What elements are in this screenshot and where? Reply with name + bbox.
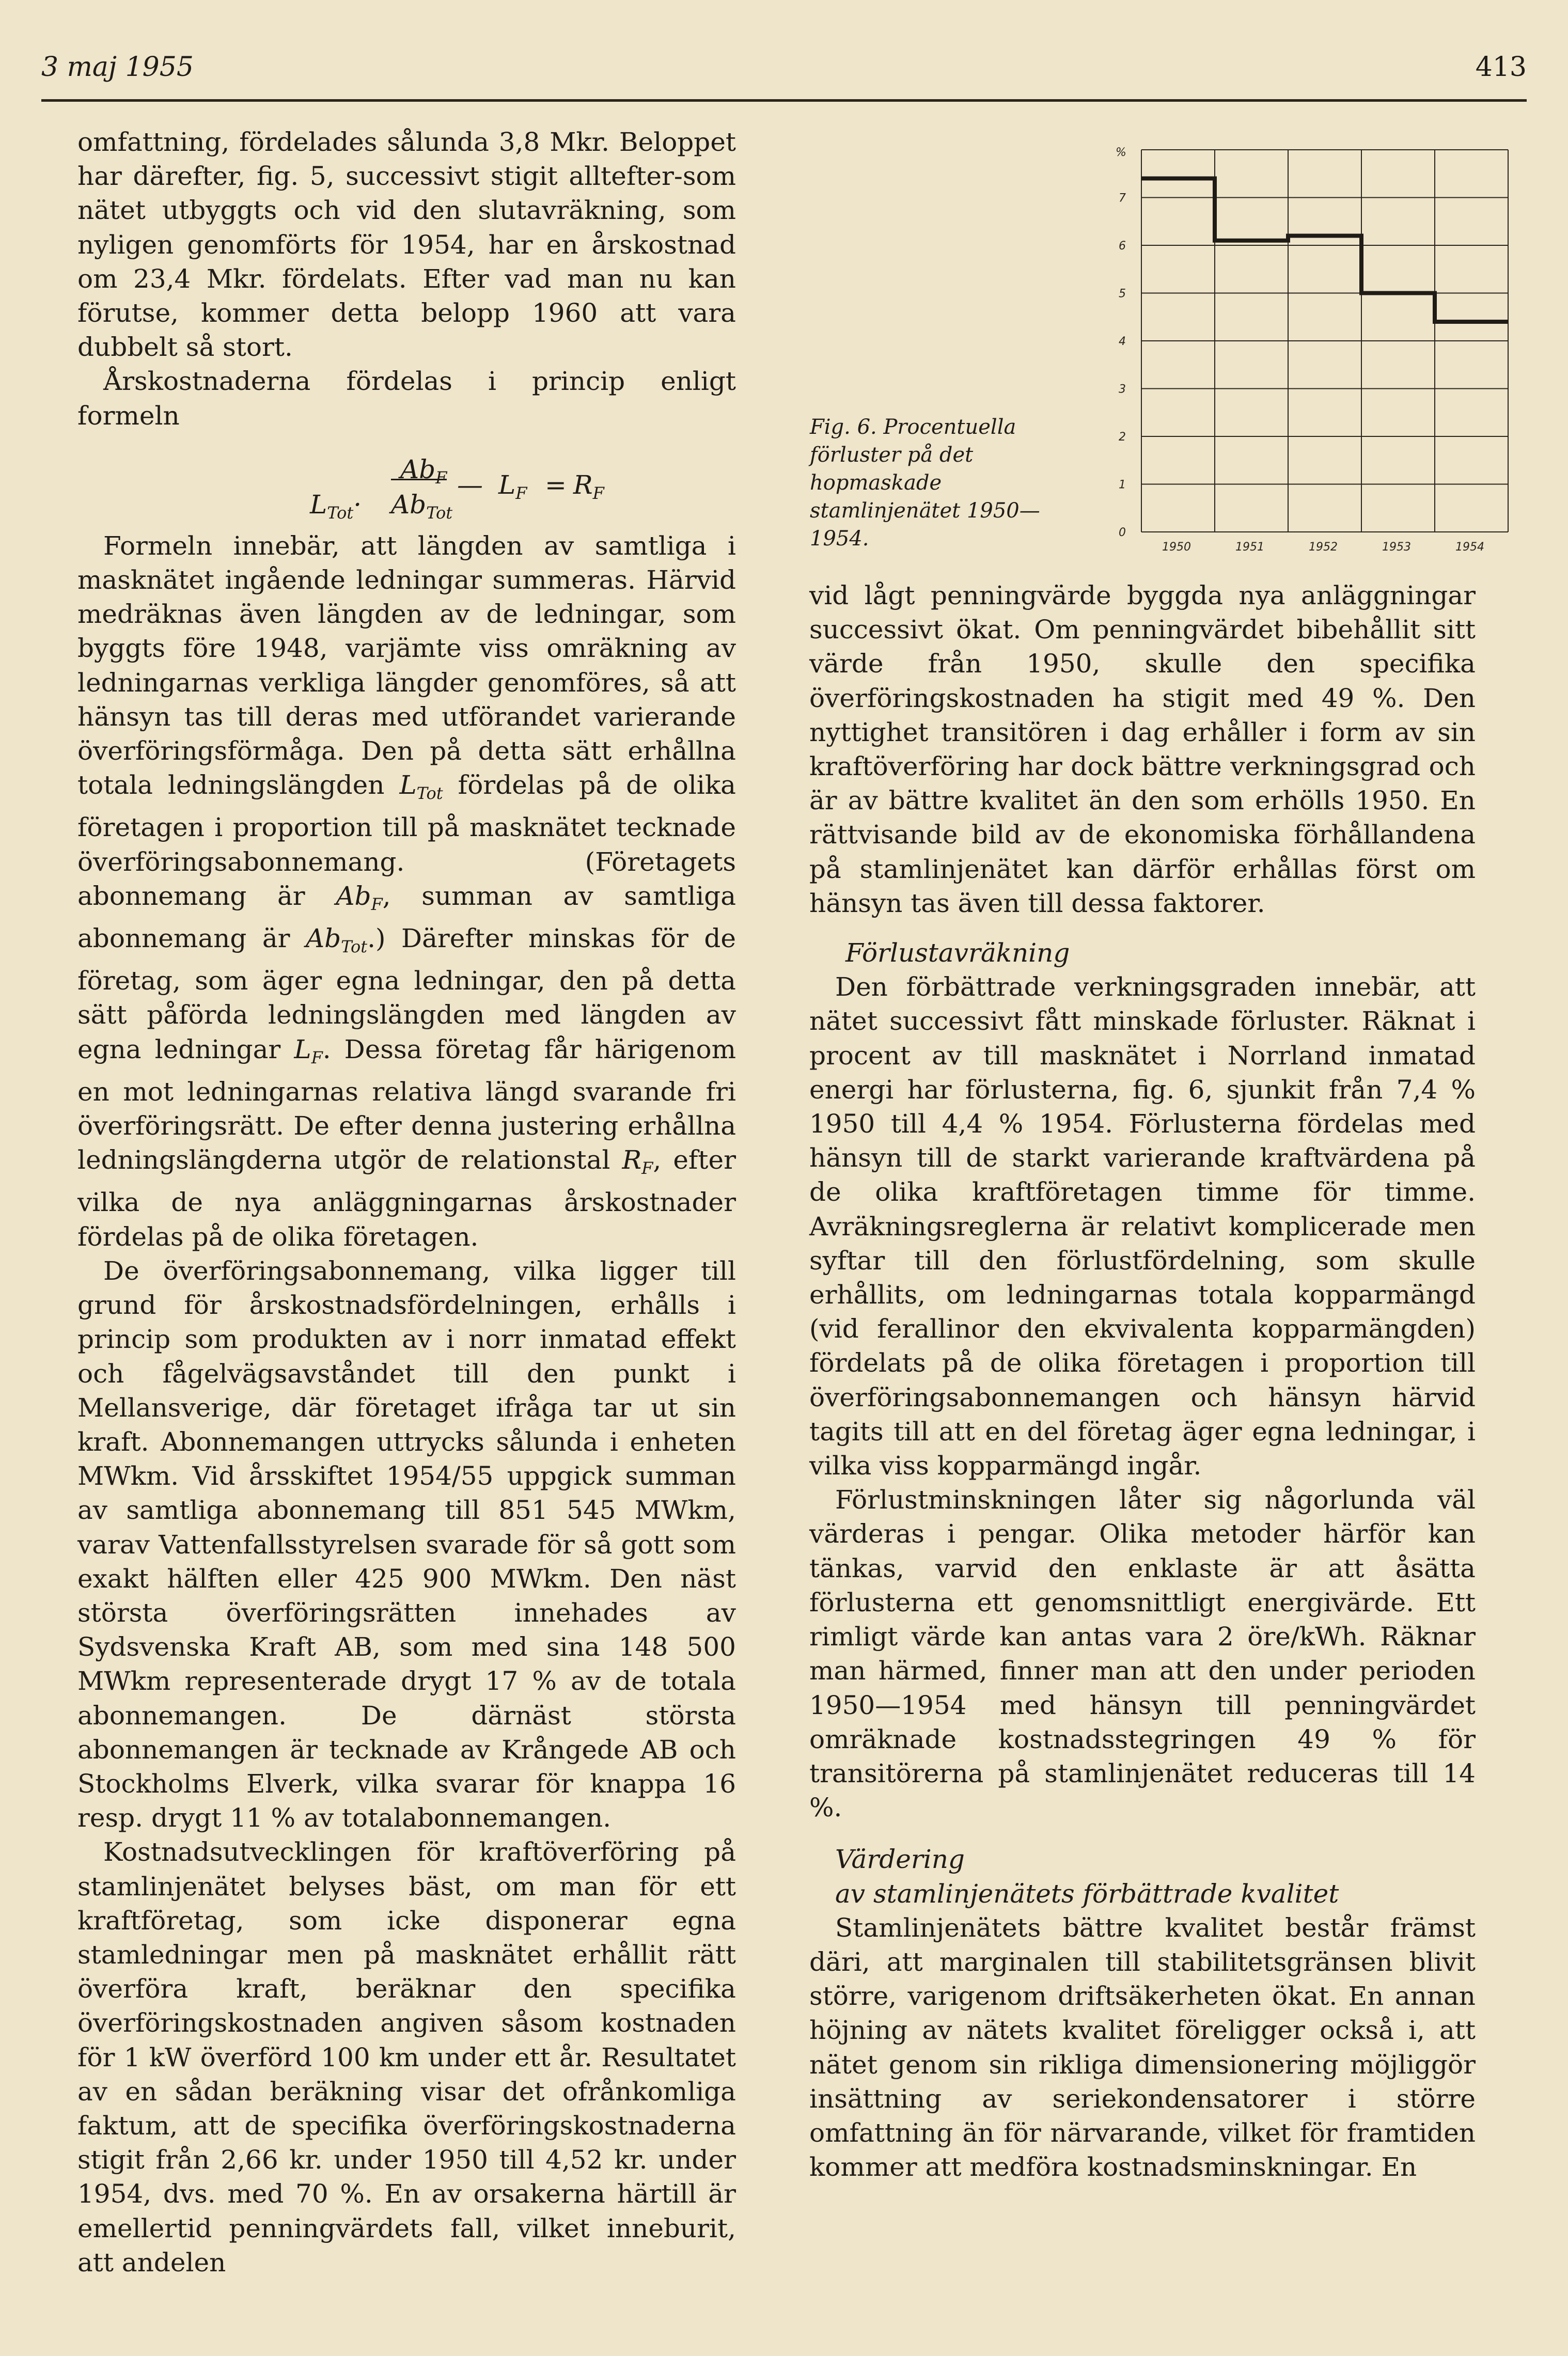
x-tick-label: 1954: [1455, 541, 1484, 554]
paragraph: Formeln innebär, att längden av samtliga i masknätet ingående ledningar summeras. Härvid medräknas även längden av de ledningar, som byggts före 1948, varjämte viss omräkning av ledningarnas verkliga längder genomföres, så att hänsyn tas till deras med utförandet varierande överföringsförmåga. Den på detta sätt erhållna totala ledningslängden $L_{Tot}$ fördelas på de olika företagen i proportion till på masknätet tecknade överföringsabonnemang. (Företagets abonnemang är $Ab_F$, summan av samtliga abonnemang är $Ab_{Tot}$.) Därefter minskas för de företag, som äger egna ledningar, den på detta sätt påförda ledningslängden med längden av egna ledningar $L_F$. Dessa företag får härigenom en mot ledningarnas relativa längd svarande fri överföringsrätt. De efter denna justering erhållna ledningslängderna utgör de relationstal $R_F$, efter vilka de nya anläggningarnas årskostnader fördelas på de olika företagen.: [77, 530, 736, 1252]
formula-equals: =: [545, 469, 567, 500]
left-column: [77, 125, 736, 2280]
spacer: [809, 1825, 1476, 1842]
x-tick-label: 1953: [1382, 541, 1411, 554]
formula-denominator: $Ab_{Tot}$: [391, 489, 453, 523]
y-tick-label: 3: [1119, 383, 1126, 396]
formula-l-f: $L_F$: [498, 469, 527, 503]
formula-l-tot: $L_{Tot}\cdot$: [310, 489, 362, 523]
y-tick-label: 5: [1119, 287, 1126, 301]
y-tick-label: 7: [1119, 192, 1126, 205]
paragraph: vid lågt penningvärde byggda nya anläggningar successivt ökat. Om penningvärdet bibehållit sitt värde från 1950, skulle den specifika överföringskostnaden ha stigit med 49 %. Den nyttighet transitören i dag erhåller i form av sin kraftöverföring har dock bättre verkningsgrad och är av bättre kvalitet än den som erhölls 1950. En rättvisande bild av de ekonomiska förhållandena på stamlinjenätet kan därför erhållas först om hänsyn tas även till dessa faktorer.: [809, 580, 1476, 918]
paragraph: Kostnadsutvecklingen för kraftöverföring på stamlinjenätet belyses bäst, om man för ett kraftföretag, som icke disponerar egna stamledningar men på masknätet erhållit rätt överföra kraft, beräknar den specifika överföringskostnaden angiven såsom kostnaden för 1 kW överförd 100 km under ett år. Resultatet av en sådan beräkning visar det ofrånkomliga faktum, att de specifika överföringskostnaderna stigit från 2,66 kr. under 1950 till 4,52 kr. under 1954, dvs. med 70 %. En av orsakerna härtill är emellertid penningvärdets fall, vilket inneburit, att andelen: [77, 1837, 736, 2278]
paragraph: Årskostnaderna fördelas i princip enligt formeln: [77, 366, 736, 431]
section-heading: Förlustavräkning: [845, 938, 1070, 968]
formula-r-f: $R_F$: [573, 469, 604, 503]
paragraph: Förlustminskningen låter sig någorlunda väl värderas i pengar. Olika metoder härför kan tänkas, varvid den enklaste är att åsätta förlusterna ett genomsnittligt energivärde. Ett rimligt värde kan antas vara 2 öre/kWh. Räknar man härmed, finner man att den under perioden 1950—1954 med hänsyn till penningvärdet omräknade kostnadsstegringen 49 % för transitörerna på stamlinjenätet reduceras till 14 %.: [809, 1485, 1476, 1823]
section-heading: av stamlinjenätets förbättrade kvalitet: [835, 1878, 1339, 1909]
paragraph: Stamlinjenätets bättre kvalitet består främst däri, att marginalen till stabilitetsgränsen blivit större, varigenom driftsäkerheten ökat. En annan höjning av nätets kvalitet föreligger också i, att nätet genom sin rikliga dimensionering möjliggör insättning av seriekondensatorer i större omfattning än för närvarande, vilket för framtiden kommer att medföra kostnadsminskningar. En: [809, 1912, 1476, 2182]
chart-svg: [1105, 129, 1518, 563]
paragraph: omfattning, fördelades sålunda 3,8 Mkr. Beloppet har därefter, fig. 5, successivt stigit alltefter-som nätet utbyggts och vid den slutavräkning, som nyligen genomförts för 1954, har en årskostnad om 23,4 Mkr. fördelats. Efter vad man nu kan förutse, kommer detta belopp 1960 att vara dubbelt så stort.: [77, 127, 736, 363]
x-tick-label: 1951: [1235, 541, 1264, 554]
paragraph: Den förbättrade verkningsgraden innebär, att nätet successivt fått minskade förluster. Räknat i procent av till masknätet i Norrland inmatad energi har förlusterna, fig. 6, sjunkit från 7,4 % 1950 till 4,4 % 1954. Förlusterna fördelas med hänsyn till de starkt varierande kraftvärdena på de olika kraftföretagen timme för timme. Avräkningsreglerna är relativt komplicerade men syftar till den förlustfördelning, som skulle erhållits, om ledningarnas totala kopparmängd (vid ferallinor den ekvivalenta kopparmängden) fördelats på de olika företagen i proportion till överföringsabonnemangen och hänsyn härvid tagits till att en del företag äger egna ledningar, i vilka viss kopparmängd ingår.: [809, 972, 1476, 1481]
loss-chart: [1105, 129, 1518, 563]
y-tick-label: 2: [1119, 431, 1126, 444]
x-tick-label: 1950: [1162, 541, 1191, 554]
y-axis-label: %: [1116, 146, 1126, 159]
section-heading: Värdering: [835, 1844, 965, 1875]
y-tick-label: 0: [1119, 526, 1126, 539]
page-number: 413: [1475, 52, 1527, 83]
page-header: [41, 52, 1527, 93]
header-date: 3 maj 1955: [41, 52, 194, 83]
loss-step-line: [1141, 179, 1508, 322]
header-rule: [41, 99, 1527, 102]
x-tick-label: 1952: [1309, 541, 1338, 554]
paragraph: De överföringsabonnemang, vilka ligger till grund för årskostnadsfördelningen, erhålls i princip som produkten av i norr inmatad effekt och fågelvägsavståndet till den punkt i Mellansverige, där företaget ifråga tar ut sin kraft. Abonnemangen uttrycks sålunda i enheten MWkm. Vid årsskiftet 1954/55 uppgick summan av samtliga abonnemang till 851 545 MWkm, varav Vattenfallsstyrelsen svarade för så gott som exakt hälften eller 425 900 MWkm. Den näst största överföringsrätten innehades av Sydsvenska Kraft AB, som med sina 148 500 MWkm representerade drygt 17 % av de totala abonnemangen. De därnäst största abonnemangen är tecknade av Krångede AB och Stockholms Elverk, vilka svarar för knappa 16 resp. drygt 11 % av totalabonnemangen.: [77, 1255, 736, 1833]
formula-numerator: $Ab_F$: [400, 454, 447, 488]
right-column: [809, 578, 1476, 2184]
formula-minus: —: [457, 469, 483, 500]
figure-caption: Fig. 6. Procentuella förluster på det hopmaskade stamlinjenätet 1950—1954.: [810, 415, 1040, 551]
y-tick-label: 4: [1119, 335, 1126, 348]
formula: [77, 438, 736, 529]
fraction-bar: [391, 479, 447, 480]
y-tick-label: 1: [1119, 478, 1126, 492]
y-tick-label: 6: [1119, 240, 1126, 253]
